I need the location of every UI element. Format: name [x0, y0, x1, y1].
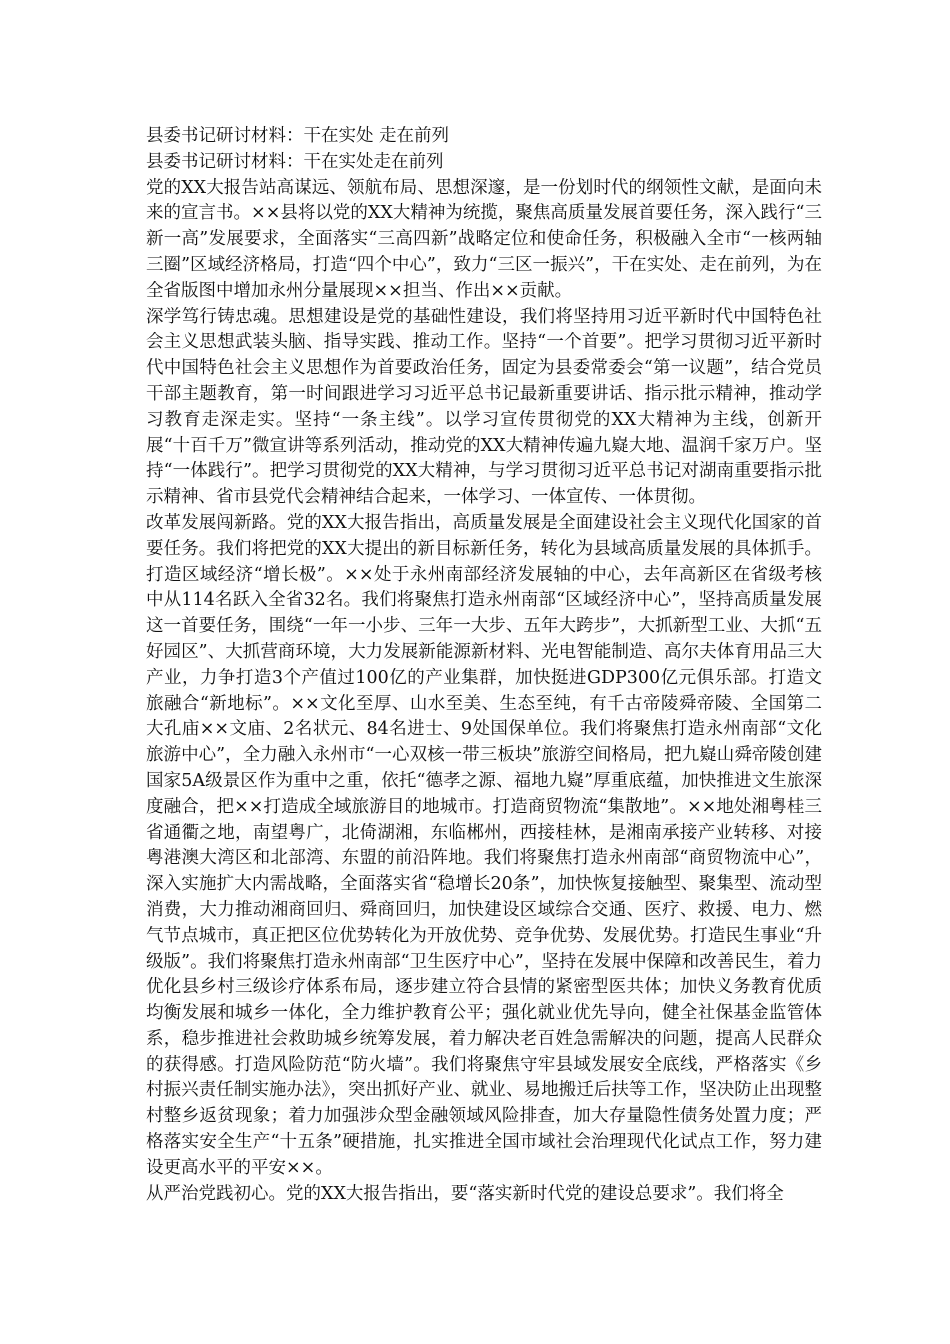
document-title-1: 县委书记研讨材料：干在实处 走在前列	[146, 126, 450, 146]
document-title-2: 县委书记研讨材料：干在实处走在前列	[146, 151, 444, 172]
document-body	[146, 124, 822, 1207]
paragraph-intro: 党的XX大报告站高谋远、领航布局、思想深邃，是一份划时代的纲领性文献，是面向未来的宣言书。××县将以党的XX大精神为统揽，聚焦高质量发展首要任务，深入践行“三新一高”发展要求，全面落实“三高四新”战略定位和使命任务，积极融入全市“一核两轴三圈”区域经济格局，打造“四个中心”，致力“三区一振兴”，干在实处、走在前列，为在全省版图中增加永州分量展现××担当、作出××贡献。	[146, 177, 822, 301]
paragraph-thought-building: 深学笃行铸忠魂。思想建设是党的基础性建设，我们将坚持用习近平新时代中国特色社会主义思想武装头脑、指导实践、推动工作。坚持“一个首要”。把学习贯彻习近平新时代中国特色社会主义思想作为首要政治任务，固定为县委常委会“第一议题”，结合党员干部主题教育，第一时间跟进学习习近平总书记最新重要讲话、指示批示精神，推动学习教育走深走实。坚持“一条主线”。以学习宣传贯彻党的XX大精神为主线，创新开展“十百千万”微宣讲等系列活动，推动党的XX大精神传遍九嶷大地、温润千家万户。坚持“一体践行”。把学习贯彻党的XX大精神，与学习贯彻习近平总书记对湖南重要指示批示精神、省市县党代会精神结合起来，一体学习、一体宣传、一体贯彻。	[146, 306, 822, 508]
paragraph-reform-development: 改革发展闯新路。党的XX大报告指出，高质量发展是全面建设社会主义现代化国家的首要任务。我们将把党的XX大提出的新目标新任务，转化为县域高质量发展的具体抓手。打造区域经济“增长极”。××处于永州南部经济发展轴的中心，去年高新区在省级考核中从114名跃入全省32名。我们将聚焦打造永州南部“区域经济中心”，坚持高质量发展这一首要任务，围绕“一年一小步、三年一大步、五年大跨步”，大抓新型工业、大抓“五好园区”、大抓营商环境，大力发展新能源新材料、光电智能制造、高尔夫体育用品三大产业，力争打造3个产值过100亿的产业集群，加快挺进GDP300亿元俱乐部。打造文旅融合“新地标”。××文化至厚、山水至美、生态至纯，有千古帝陵舜帝陵、全国第二大孔庙××文庙、2名状元、84名进士、9处国保单位。我们将聚焦打造永州南部“文化旅游中心”，全力融入永州市“一心双核一带三板块”旅游空间格局，把九嶷山舜帝陵创建国家5A级景区作为重中之重，依托“德孝之源、福地九嶷”厚重底蕴，加快推进文生旅深度融合，把××打造成全域旅游目的地城市。打造商贸物流“集散地”。××地处湘粤桂三省通衢之地，南望粤广，北倚湖湘，东临郴州，西接桂林，是湘南承接产业转移、对接粤港澳大湾区和北部湾、东盟的前沿阵地。我们将聚焦打造永州南部“商贸物流中心”，深入实施扩大内需战略，全面落实省“稳增长20条”，加快恢复接触型、聚集型、流动型消费，大力推动湘商回归、舜商回归，加快建设区域综合交通、医疗、救援、电力、燃气节点城市，真正把区位优势转化为开放优势、竞争优势、发展优势。打造民生事业“升级版”。我们将聚焦打造永州南部“卫生医疗中心”，坚持在发展中保障和改善民生，着力优化县乡村三级诊疗体系布局，逐步建立符合县情的紧密型医共体；加快义务教育优质均衡发展和城乡一体化，全力维护教育公平；强化就业优先导向，健全社保基金监管体系，稳步推进社会救助城乡统筹发展，着力解决老百姓急需解决的问题，提高人民群众的获得感。打造风险防范“防火墙”。我们将聚焦守牢县域发展安全底线，严格落实《乡村振兴责任制实施办法》，突出抓好产业、就业、易地搬迁后扶等工作，坚决防止出现整村整乡返贫现象；着力加强涉众型金融领域风险排查，加大存量隐性债务处置力度；严格落实安全生产“十五条”硬措施，扎实推进全国市域社会治理现代化试点工作，努力建设更高水平的平安××。	[146, 512, 822, 1178]
paragraph-party-governance: 从严治党践初心。党的XX大报告指出，要“落实新时代党的建设总要求”。我们将全	[146, 1183, 784, 1204]
